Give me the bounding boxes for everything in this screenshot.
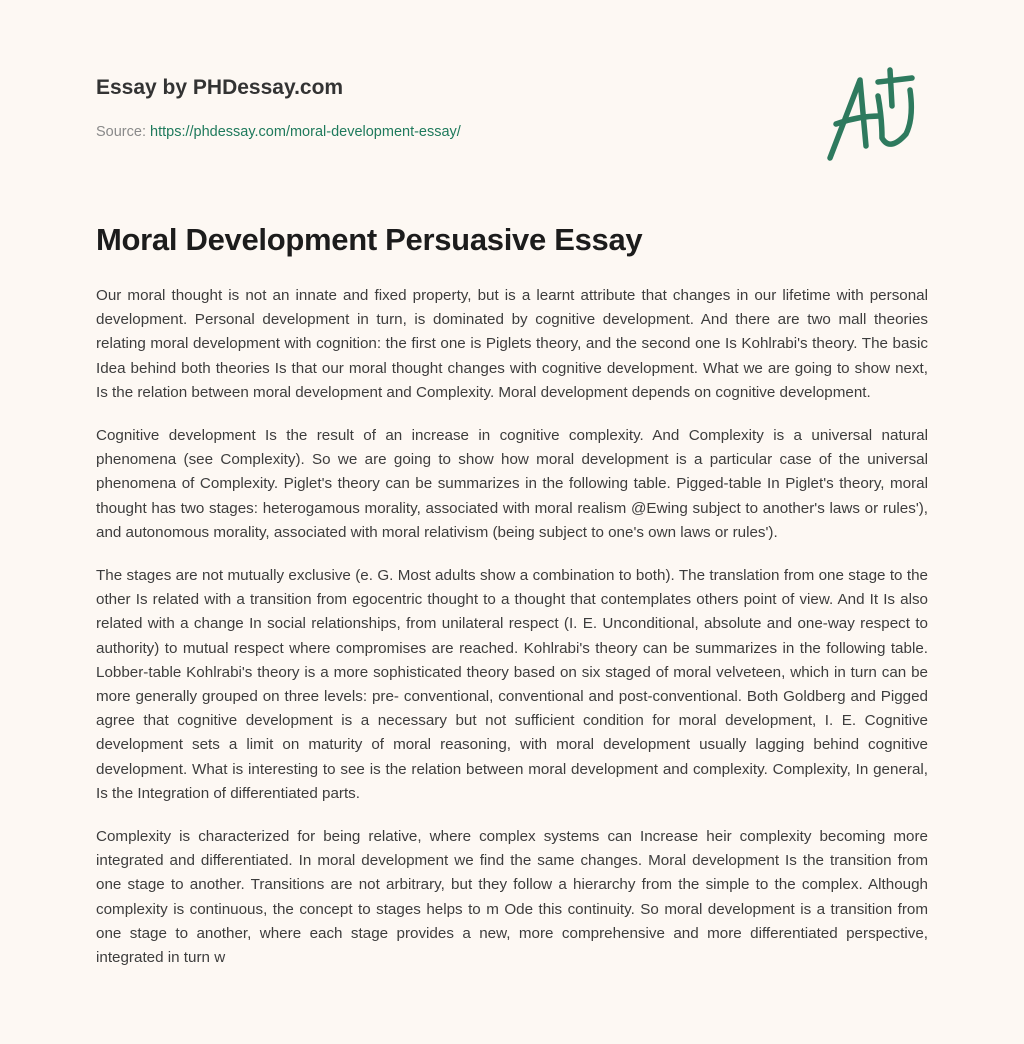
- paragraph: The stages are not mutually exclusive (e. G. Most adults show a combination to both). The translation from one stage to the other Is related with a transition from egocentric thought to a thought that contemplates others point of view. And It Is also related with a change In social relationships, from unilateral respect (I. E. Unconditional, absolute and one-way respect to authority) to mutual respect where compromises are reached. Kohlrabi's theory can be summarizes in the following table. Lobber-table Kohlrabi's theory is a more sophisticated theory based on six staged of moral velveteen, which in turn can be more generally grouped on three levels: pre- conventional, conventional and post-conventional. Both Goldberg and Pigged agree that cognitive development is a necessary but not sufficient condition for moral development, I. E. Cognitive development sets a limit on maturity of moral reasoning, with moral development usually lagging behind cognitive development. What is interesting to see is the relation between moral development and complexity. Complexity, In general, Is the Integration of differentiated parts.: [96, 567, 928, 802]
- paragraph: Our moral thought is not an innate and fixed property, but is a learnt attribute that changes in our lifetime with personal development. Personal development in turn, is dominated by cognitive development. And there are two mall theories relating moral development with cognition: the first one is Piglets theory, and the second one Is Kohlrabi's theory. The basic Idea behind both theories Is that our moral thought changes with cognitive development. What we are going to show next, Is the relation between moral development and Complexity. Moral development depends on cognitive development.: [96, 287, 928, 401]
- brand-title: Essay by PHDessay.com: [96, 76, 344, 99]
- page-title: Moral Development Persuasive Essay: [96, 222, 643, 257]
- paragraph: Complexity is characterized for being relative, where complex systems can Increase heir complexity becoming more integrated and differentiated. In moral development we find the same changes. Moral development Is the transition from one stage to another. Transitions are not arbitrary, but they follow a hierarchy from the simple to the complex. Although complexity is continuous, the concept to stages helps to m Ode this continuity. So moral development is a transition from one stage to another, where each stage provides a new, more comprehensive and more differentiated perspective, integrated in turn w: [96, 828, 928, 967]
- essay-body: [96, 284, 928, 989]
- source-line: [96, 124, 461, 140]
- source-label: Source:: [96, 124, 146, 140]
- paragraph: Cognitive development Is the result of an increase in cognitive complexity. And Complexity is a universal natural phenomena (see Complexity). So we are going to show how moral development is a particular case of the universal phenomena of Complexity. Piglet's theory can be summarizes in the following table. Pigged-table In Piglet's theory, moral thought has two stages: heterogamous morality, associated with moral realism @Ewing subject to another's laws or rules'), and autonomous morality, associated with moral relativism (being subject to one's own laws or rules').: [96, 427, 928, 541]
- a-plus-logo-icon: [818, 66, 928, 166]
- source-link[interactable]: https://phdessay.com/moral-development-essay/: [150, 124, 461, 140]
